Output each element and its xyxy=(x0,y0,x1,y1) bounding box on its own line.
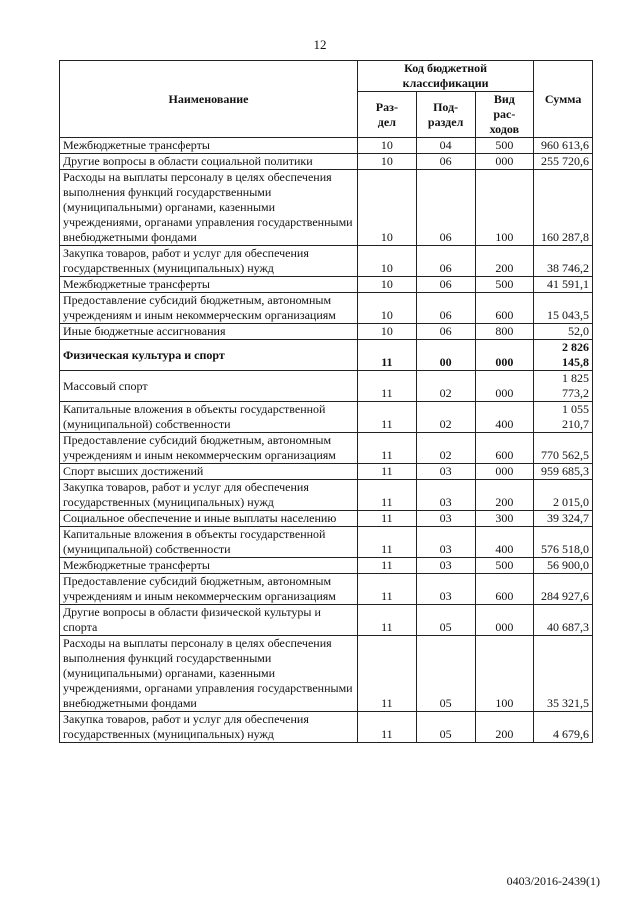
table-body xyxy=(60,138,593,743)
row-name: Предоставление субсидий бюджетным, автономным учреждениям и иным некоммерческим организациям xyxy=(60,293,358,324)
row-amount: 15 043,5 xyxy=(534,293,593,324)
row-razdel: 11 xyxy=(358,527,417,558)
row-amount: 960 613,6 xyxy=(534,138,593,154)
row-podrazdel: 06 xyxy=(416,246,475,277)
row-amount: 2 015,0 xyxy=(534,480,593,511)
row-vid: 200 xyxy=(475,246,534,277)
row-name: Социальное обеспечение и иные выплаты населению xyxy=(60,511,358,527)
row-podrazdel: 03 xyxy=(416,511,475,527)
row-name: Расходы на выплаты персоналу в целях обеспечения выполнения функций государственными (муниципальными) органами, казенными учреждениями, органами управления государственными внебюджетными фондами xyxy=(60,170,358,246)
page-number: 12 xyxy=(313,37,327,52)
row-amount: 160 287,8 xyxy=(534,170,593,246)
row-podrazdel: 06 xyxy=(416,277,475,293)
table-row xyxy=(60,464,593,480)
row-name: Межбюджетные трансферты xyxy=(60,558,358,574)
row-podrazdel: 03 xyxy=(416,480,475,511)
table-row xyxy=(60,324,593,340)
table-row xyxy=(60,605,593,636)
row-razdel: 10 xyxy=(358,293,417,324)
row-razdel: 10 xyxy=(358,246,417,277)
row-razdel: 11 xyxy=(358,558,417,574)
row-razdel: 11 xyxy=(358,480,417,511)
row-name: Закупка товаров, работ и услуг для обеспечения государственных (муниципальных) нужд xyxy=(60,480,358,511)
row-razdel: 10 xyxy=(358,324,417,340)
row-name: Другие вопросы в области физической культуры и спорта xyxy=(60,605,358,636)
table-row xyxy=(60,480,593,511)
row-amount: 41 591,1 xyxy=(534,277,593,293)
table-row xyxy=(60,154,593,170)
row-podrazdel: 05 xyxy=(416,712,475,743)
header-amount: Сумма xyxy=(534,61,593,138)
row-vid: 400 xyxy=(475,402,534,433)
row-razdel: 11 xyxy=(358,371,417,402)
row-amount: 2 826 145,8 xyxy=(534,340,593,371)
row-razdel: 11 xyxy=(358,712,417,743)
row-amount: 39 324,7 xyxy=(534,511,593,527)
row-amount: 1 825 773,2 xyxy=(534,371,593,402)
row-amount: 1 055 210,7 xyxy=(534,402,593,433)
row-razdel: 11 xyxy=(358,402,417,433)
row-amount: 770 562,5 xyxy=(534,433,593,464)
row-vid: 000 xyxy=(475,605,534,636)
row-podrazdel: 06 xyxy=(416,324,475,340)
table-row xyxy=(60,511,593,527)
row-amount: 959 685,3 xyxy=(534,464,593,480)
row-vid: 000 xyxy=(475,371,534,402)
table-row xyxy=(60,636,593,712)
row-vid: 200 xyxy=(475,480,534,511)
row-podrazdel: 03 xyxy=(416,527,475,558)
row-vid: 600 xyxy=(475,574,534,605)
row-vid: 600 xyxy=(475,293,534,324)
row-podrazdel: 02 xyxy=(416,402,475,433)
row-amount: 40 687,3 xyxy=(534,605,593,636)
row-podrazdel: 03 xyxy=(416,574,475,605)
row-podrazdel: 02 xyxy=(416,433,475,464)
row-name: Иные бюджетные ассигнования xyxy=(60,324,358,340)
row-vid: 400 xyxy=(475,527,534,558)
header-code-group: Код бюджетной классификации xyxy=(358,61,534,92)
row-vid: 000 xyxy=(475,464,534,480)
table-row xyxy=(60,246,593,277)
row-name: Капитальные вложения в объекты государственной (муниципальной) собственности xyxy=(60,402,358,433)
row-vid: 000 xyxy=(475,154,534,170)
table-row xyxy=(60,371,593,402)
row-amount: 255 720,6 xyxy=(534,154,593,170)
row-razdel: 10 xyxy=(358,170,417,246)
row-podrazdel: 05 xyxy=(416,636,475,712)
row-vid: 500 xyxy=(475,138,534,154)
row-name: Предоставление субсидий бюджетным, автономным учреждениям и иным некоммерческим организациям xyxy=(60,433,358,464)
row-name: Спорт высших достижений xyxy=(60,464,358,480)
row-razdel: 10 xyxy=(358,154,417,170)
row-name: Закупка товаров, работ и услуг для обеспечения государственных (муниципальных) нужд xyxy=(60,246,358,277)
document-code: 0403/2016-2439(1) xyxy=(506,874,600,888)
row-amount: 52,0 xyxy=(534,324,593,340)
row-amount: 4 679,6 xyxy=(534,712,593,743)
row-vid: 500 xyxy=(475,277,534,293)
table-row xyxy=(60,170,593,246)
row-amount: 284 927,6 xyxy=(534,574,593,605)
row-razdel: 10 xyxy=(358,138,417,154)
header-podrazdel: Под- раздел xyxy=(416,92,475,138)
row-razdel: 11 xyxy=(358,574,417,605)
table-row xyxy=(60,527,593,558)
row-amount: 576 518,0 xyxy=(534,527,593,558)
table-row xyxy=(60,340,593,371)
header-vid: Вид рас- ходов xyxy=(475,92,534,138)
table-row xyxy=(60,574,593,605)
table-row xyxy=(60,558,593,574)
row-name: Физическая культура и спорт xyxy=(60,340,358,371)
row-razdel: 11 xyxy=(358,511,417,527)
budget-table xyxy=(59,60,593,743)
row-vid: 600 xyxy=(475,433,534,464)
row-razdel: 10 xyxy=(358,277,417,293)
row-razdel: 11 xyxy=(358,636,417,712)
table-row xyxy=(60,712,593,743)
row-name: Закупка товаров, работ и услуг для обеспечения государственных (муниципальных) нужд xyxy=(60,712,358,743)
header-razdel: Раз- дел xyxy=(358,92,417,138)
table-header-row xyxy=(60,61,593,92)
row-name: Расходы на выплаты персоналу в целях обеспечения выполнения функций государственными (муниципальными) органами, казенными учреждениями, органами управления государственными внебюджетными фондами xyxy=(60,636,358,712)
row-amount: 38 746,2 xyxy=(534,246,593,277)
table-row xyxy=(60,138,593,154)
row-vid: 300 xyxy=(475,511,534,527)
row-name: Предоставление субсидий бюджетным, автономным учреждениям и иным некоммерческим организациям xyxy=(60,574,358,605)
row-vid: 500 xyxy=(475,558,534,574)
row-podrazdel: 04 xyxy=(416,138,475,154)
row-podrazdel: 06 xyxy=(416,154,475,170)
row-razdel: 11 xyxy=(358,605,417,636)
row-name: Другие вопросы в области социальной политики xyxy=(60,154,358,170)
row-vid: 100 xyxy=(475,170,534,246)
row-podrazdel: 06 xyxy=(416,293,475,324)
table-row xyxy=(60,293,593,324)
row-razdel: 11 xyxy=(358,433,417,464)
header-name: Наименование xyxy=(60,61,358,138)
row-podrazdel: 00 xyxy=(416,340,475,371)
row-vid: 200 xyxy=(475,712,534,743)
table-row xyxy=(60,433,593,464)
row-podrazdel: 06 xyxy=(416,170,475,246)
row-name: Капитальные вложения в объекты государственной (муниципальной) собственности xyxy=(60,527,358,558)
row-podrazdel: 05 xyxy=(416,605,475,636)
row-podrazdel: 02 xyxy=(416,371,475,402)
row-amount: 56 900,0 xyxy=(534,558,593,574)
row-razdel: 11 xyxy=(358,340,417,371)
row-podrazdel: 03 xyxy=(416,464,475,480)
row-podrazdel: 03 xyxy=(416,558,475,574)
table-row xyxy=(60,402,593,433)
row-vid: 100 xyxy=(475,636,534,712)
row-vid: 800 xyxy=(475,324,534,340)
row-name: Массовый спорт xyxy=(60,371,358,402)
row-razdel: 11 xyxy=(358,464,417,480)
row-name: Межбюджетные трансферты xyxy=(60,277,358,293)
row-name: Межбюджетные трансферты xyxy=(60,138,358,154)
row-vid: 000 xyxy=(475,340,534,371)
table-row xyxy=(60,277,593,293)
row-amount: 35 321,5 xyxy=(534,636,593,712)
